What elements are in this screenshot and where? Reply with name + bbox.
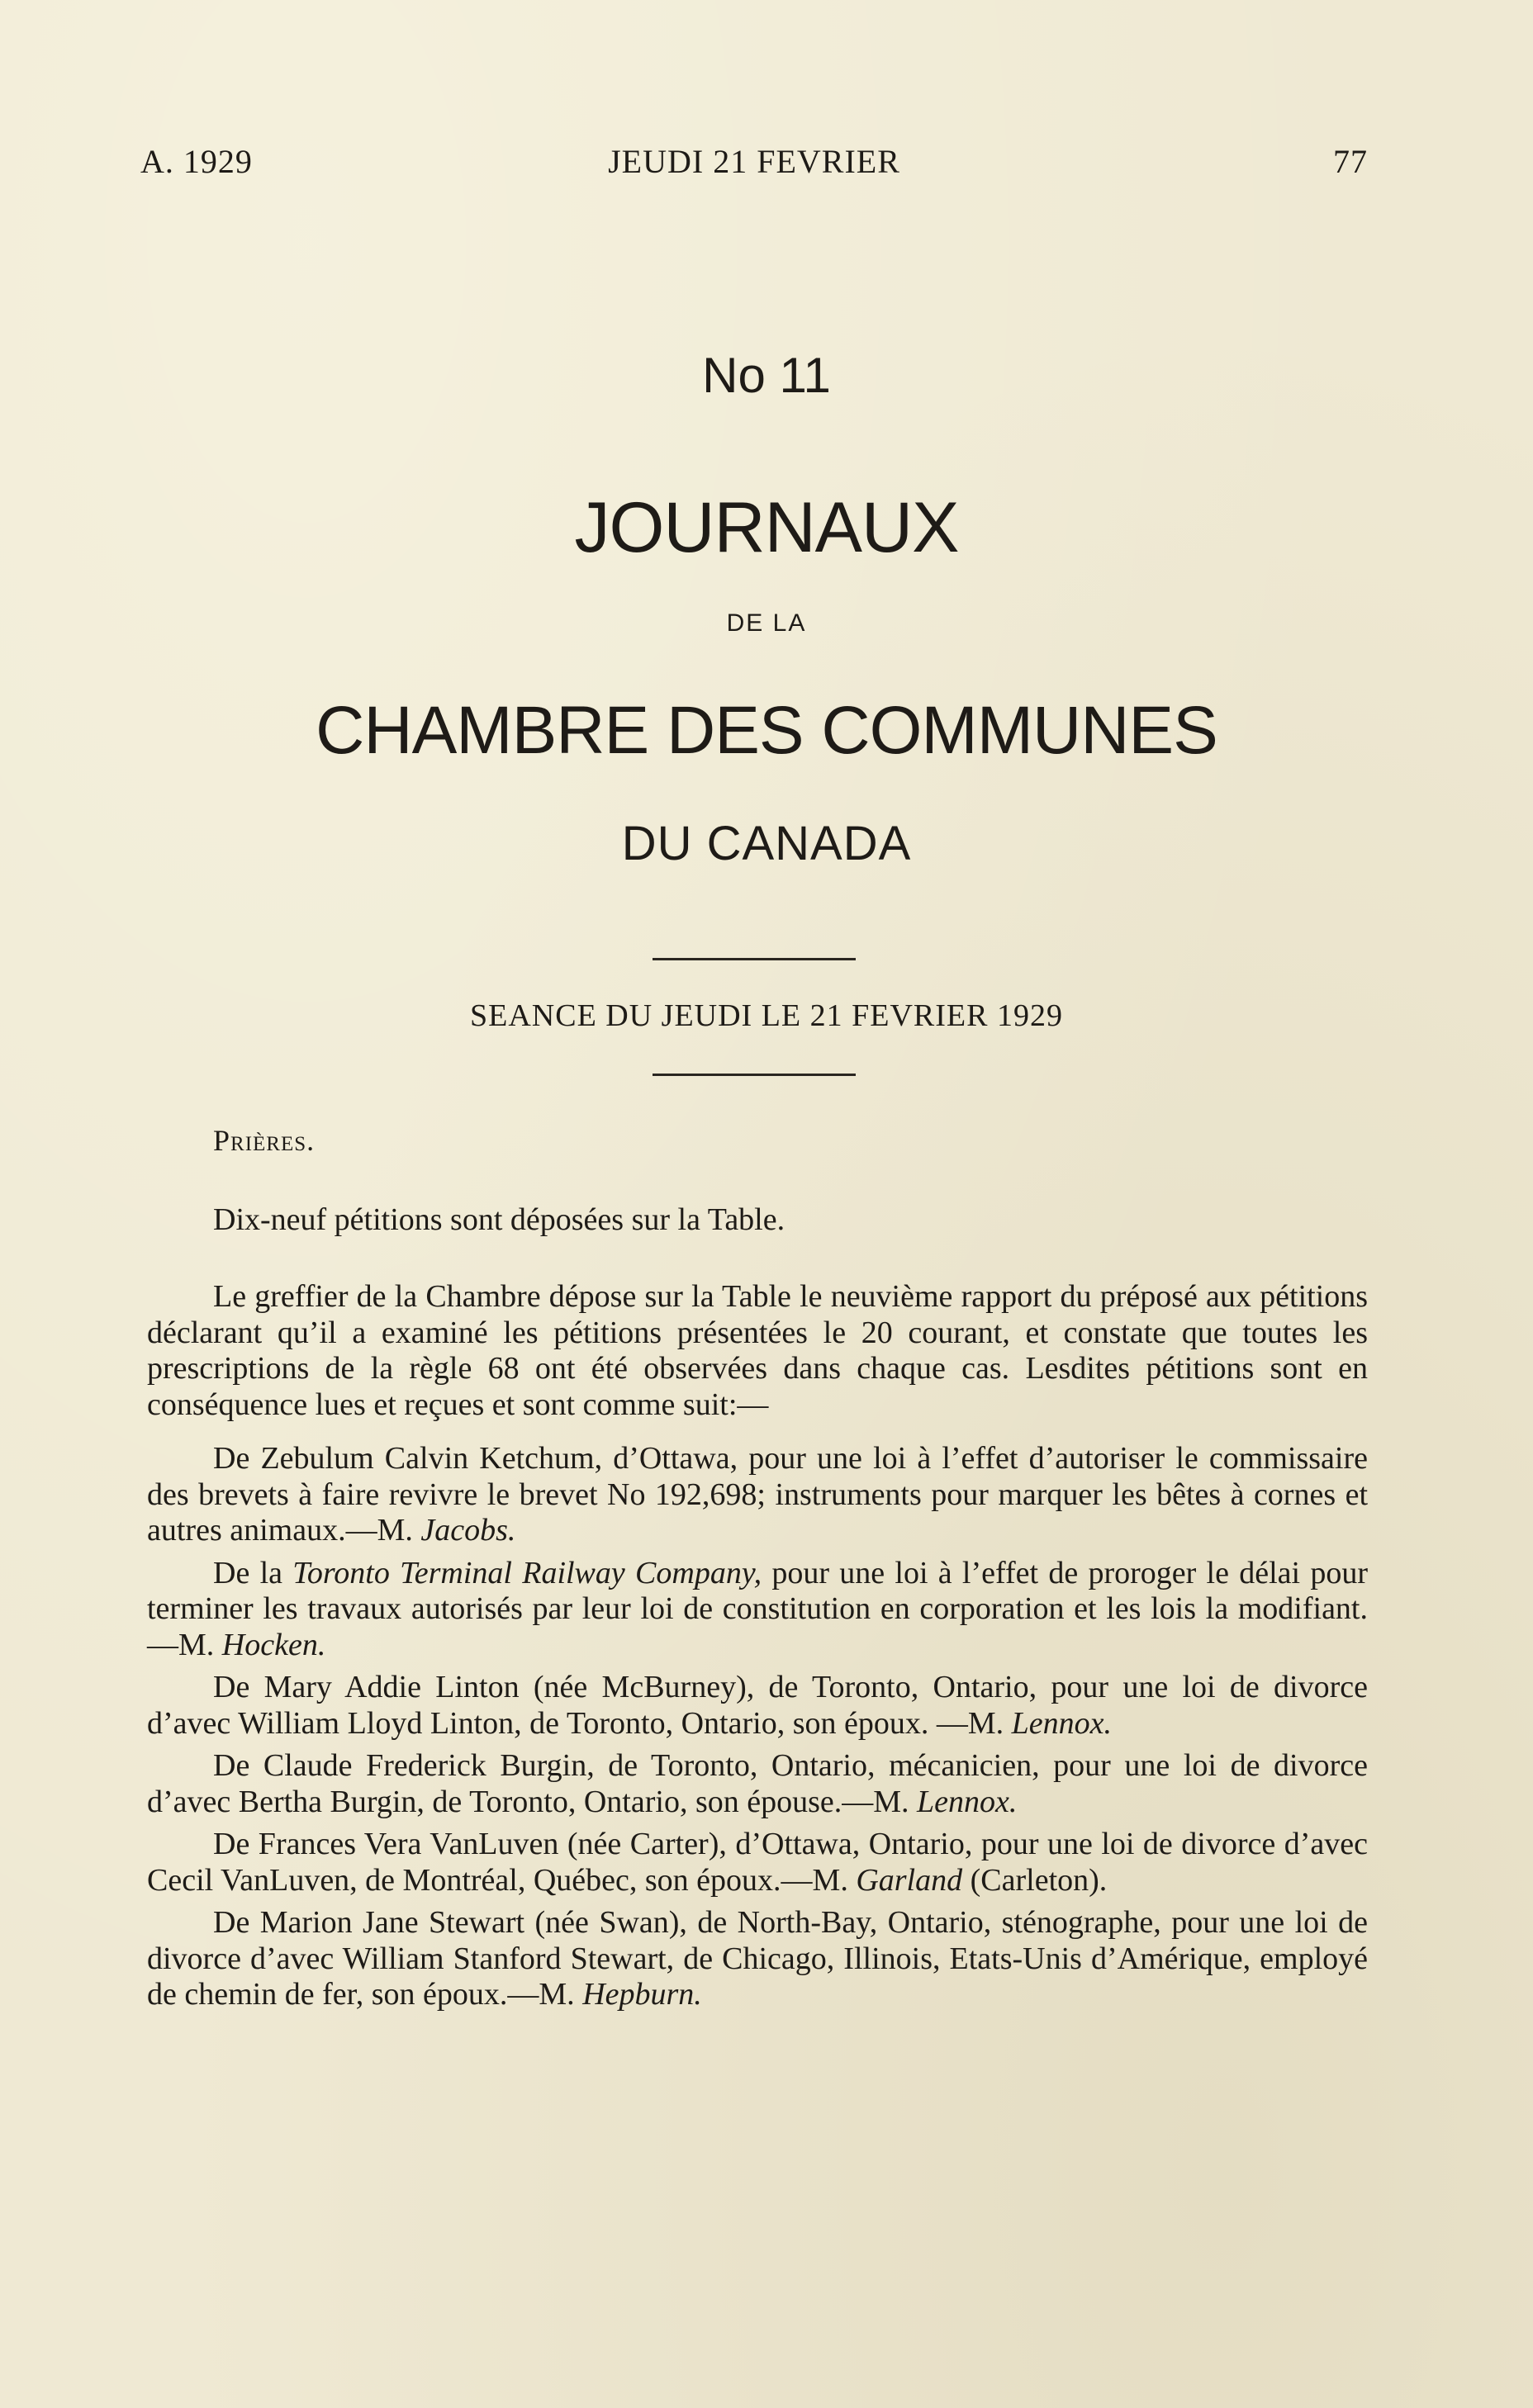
petition-item: De Zebulum Calvin Ketchum, d’Ottawa, pour une loi à l’effet d’autoriser le commissaire des brevets à faire revivre le brevet No 192,698; instruments pour marquer les bêtes à cornes et autres animaux.—M. Jacobs.	[147, 1441, 1368, 1548]
member-name: Lennox.	[917, 1784, 1018, 1819]
member-name: Hocken.	[221, 1627, 326, 1662]
running-header	[140, 142, 1368, 183]
member-name: Hepburn.	[582, 1977, 702, 2012]
session-heading: SEANCE DU JEUDI LE 21 FEVRIER 1929	[470, 998, 1063, 1033]
petitions-count-line: Dix-neuf pétitions sont déposées sur la Table.	[213, 1202, 785, 1237]
divider-top	[653, 958, 856, 960]
issue-number: No 11	[702, 348, 831, 403]
body-text	[147, 1123, 1368, 2013]
clerk-report-paragraph: Le greffier de la Chambre dépose sur la Table le neuvième rapport du préposé aux pétitions déclarant qu’il a examiné les pétitions présentées le 20 courant, et constate que toutes les prescriptions de la règle 68 ont été observées dans chaque cas. Lesdites pétitions sont en conséquence lues et reçues et sont comme suit:—	[147, 1279, 1368, 1422]
petition-item: De Mary Addie Linton (née McBurney), de Toronto, Ontario, pour une loi de divorce d’avec William Lloyd Linton, de Toronto, Ontario, son époux. —M. Lennox.	[147, 1670, 1368, 1741]
title-canada: DU CANADA	[621, 817, 912, 870]
header-date: JEUDI 21 FEVRIER	[608, 143, 900, 180]
member-name: Lennox.	[1011, 1705, 1113, 1741]
petition-item: De la Toronto Terminal Railway Company, pour une loi à l’effet de proroger le délai pour terminer les travaux autorisés par leur loi de constitution en corporation et les lois la modifiant.—M. Hocken.	[147, 1555, 1369, 1662]
member-name: Garland	[856, 1862, 963, 1898]
header-year: A. 1929	[140, 143, 253, 180]
title-chambre: CHAMBRE DES COMMUNES	[316, 693, 1217, 768]
company-name: Toronto Terminal Railway Company,	[292, 1555, 762, 1590]
member-name: Jacobs.	[420, 1513, 516, 1548]
petition-item: De Claude Frederick Burgin, de Toronto, Ontario, mécanicien, pour une loi de divorce d’avec Bertha Burgin, de Toronto, Ontario, son épouse.—M. Lennox.	[147, 1748, 1368, 1819]
title-de-la: DE LA	[726, 609, 807, 637]
divider-bottom	[653, 1074, 856, 1076]
prayers-label: Prières.	[213, 1124, 316, 1157]
title-journaux: JOURNAUX	[574, 488, 959, 567]
petition-item: De Marion Jane Stewart (née Swan), de North-Bay, Ontario, sténographe, pour une loi de divorce d’avec William Stanford Stewart, de Chicago, Illinois, Etats-Unis d’Amérique, employé de chemin de fer, son époux.—M. Hepburn.	[147, 1905, 1368, 2012]
page-number: 77	[1333, 143, 1368, 180]
petition-item: De Frances Vera VanLuven (née Carter), d’Ottawa, Ontario, pour une loi de divorce d’avec Cecil VanLuven, de Montréal, Québec, son époux.—M. Garland (Carleton).	[147, 1827, 1368, 1898]
